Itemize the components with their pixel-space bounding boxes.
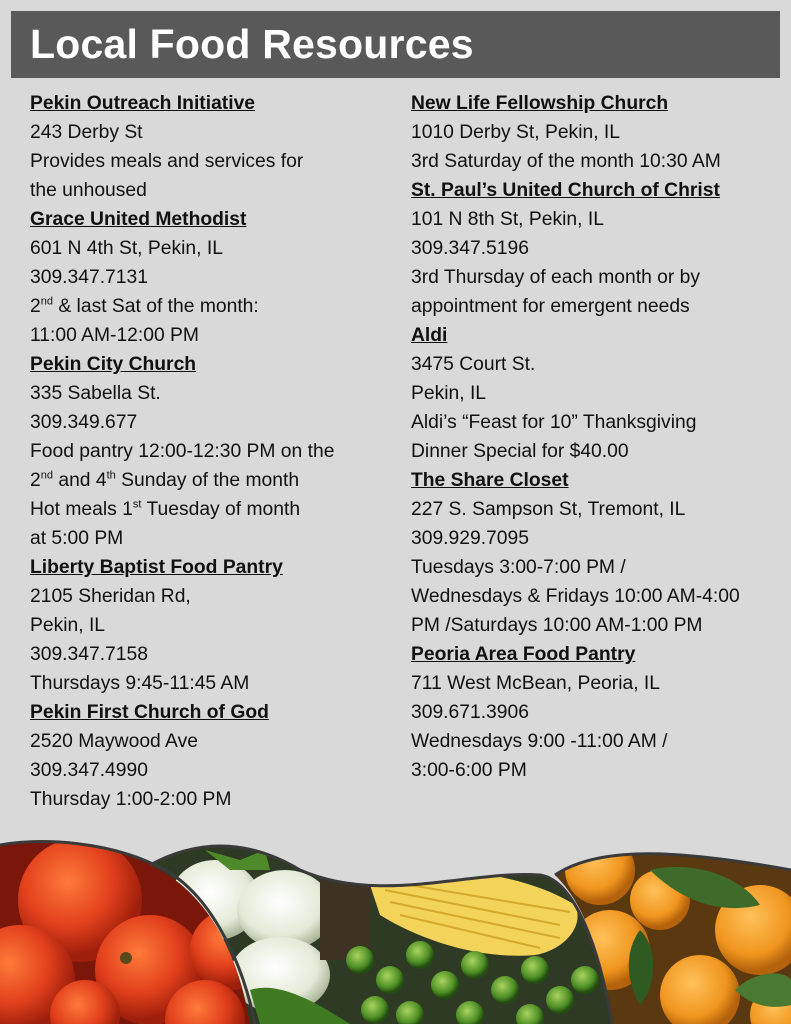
resource-detail: the unhoused	[30, 180, 147, 201]
resource-phone: 309.929.7095	[411, 528, 529, 549]
resource-address: 2105 Sheridan Rd,	[30, 586, 191, 607]
resource-schedule: Thursdays 9:45-11:45 AM	[30, 673, 250, 694]
resource-address: 3475 Court St.	[411, 354, 536, 375]
resource-schedule: 2nd and 4th Sunday of the month	[30, 469, 300, 491]
resource-phone: 309.347.7158	[30, 644, 148, 665]
resource-detail: 243 Derby St	[30, 122, 143, 143]
resource-address: 227 S. Sampson St, Tremont, IL	[411, 499, 686, 520]
resource-schedule: Tuesdays 3:00-7:00 PM /	[411, 557, 626, 578]
resource-address: Pekin, IL	[30, 615, 106, 636]
resource-address: Pekin, IL	[411, 383, 487, 404]
resource-phone: 309.671.3906	[411, 702, 529, 723]
title-banner	[11, 11, 780, 78]
resource-schedule: Wednesdays & Fridays 10:00 AM-4:00	[411, 586, 740, 607]
resource-name: The Share Closet	[411, 470, 569, 491]
resource-schedule: at 5:00 PM	[30, 528, 124, 549]
resource-address: 101 N 8th St, Pekin, IL	[411, 209, 604, 230]
resource-name: Pekin Outreach Initiative	[30, 93, 256, 114]
resource-schedule: 3rd Thursday of each month or by	[411, 267, 701, 288]
resource-name: St. Paul’s United Church of Christ	[411, 180, 720, 201]
resource-name: Pekin First Church of God	[30, 702, 269, 723]
resource-phone: 309.347.4990	[30, 760, 148, 781]
resource-address: 335 Sabella St.	[30, 383, 161, 404]
resource-detail: Provides meals and services for	[30, 151, 304, 172]
resource-detail: Aldi’s “Feast for 10” Thanksgiving	[411, 412, 697, 433]
resource-schedule: appointment for emergent needs	[411, 296, 690, 317]
resource-address: 711 West McBean, Peoria, IL	[411, 673, 660, 694]
resource-schedule: Thursday 1:00-2:00 PM	[30, 789, 232, 810]
resource-name: Grace United Methodist	[30, 209, 247, 230]
page-title: Local Food Resources	[30, 21, 474, 67]
resource-address: 1010 Derby St, Pekin, IL	[411, 122, 620, 143]
right-column	[411, 89, 783, 785]
resource-schedule: 11:00 AM-12:00 PM	[30, 325, 199, 346]
left-column	[30, 89, 390, 814]
resource-address: 2520 Maywood Ave	[30, 731, 198, 752]
resource-phone: 309.347.5196	[411, 238, 529, 259]
resource-phone: 309.347.7131	[30, 267, 148, 288]
resource-schedule: Hot meals 1st Tuesday of month	[30, 498, 301, 520]
resource-phone: 309.349.677	[30, 412, 138, 433]
resource-schedule: Food pantry 12:00-12:30 PM on the	[30, 441, 335, 462]
resource-detail: Dinner Special for $40.00	[411, 441, 629, 462]
resource-name: Peoria Area Food Pantry	[411, 644, 636, 665]
resource-schedule: PM /Saturdays 10:00 AM-1:00 PM	[411, 615, 703, 636]
produce-photo-band	[0, 830, 791, 1024]
resource-schedule: 3rd Saturday of the month 10:30 AM	[411, 151, 721, 172]
resource-schedule: Wednesdays 9:00 -11:00 AM /	[411, 731, 668, 752]
resource-name: Pekin City Church	[30, 354, 197, 375]
resource-address: 601 N 4th St, Pekin, IL	[30, 238, 223, 259]
resource-schedule: 2nd & last Sat of the month:	[30, 295, 259, 317]
resource-name: Aldi	[411, 325, 448, 346]
resource-name: New Life Fellowship Church	[411, 93, 669, 114]
resource-schedule: 3:00-6:00 PM	[411, 760, 527, 781]
resource-name: Liberty Baptist Food Pantry	[30, 557, 283, 578]
